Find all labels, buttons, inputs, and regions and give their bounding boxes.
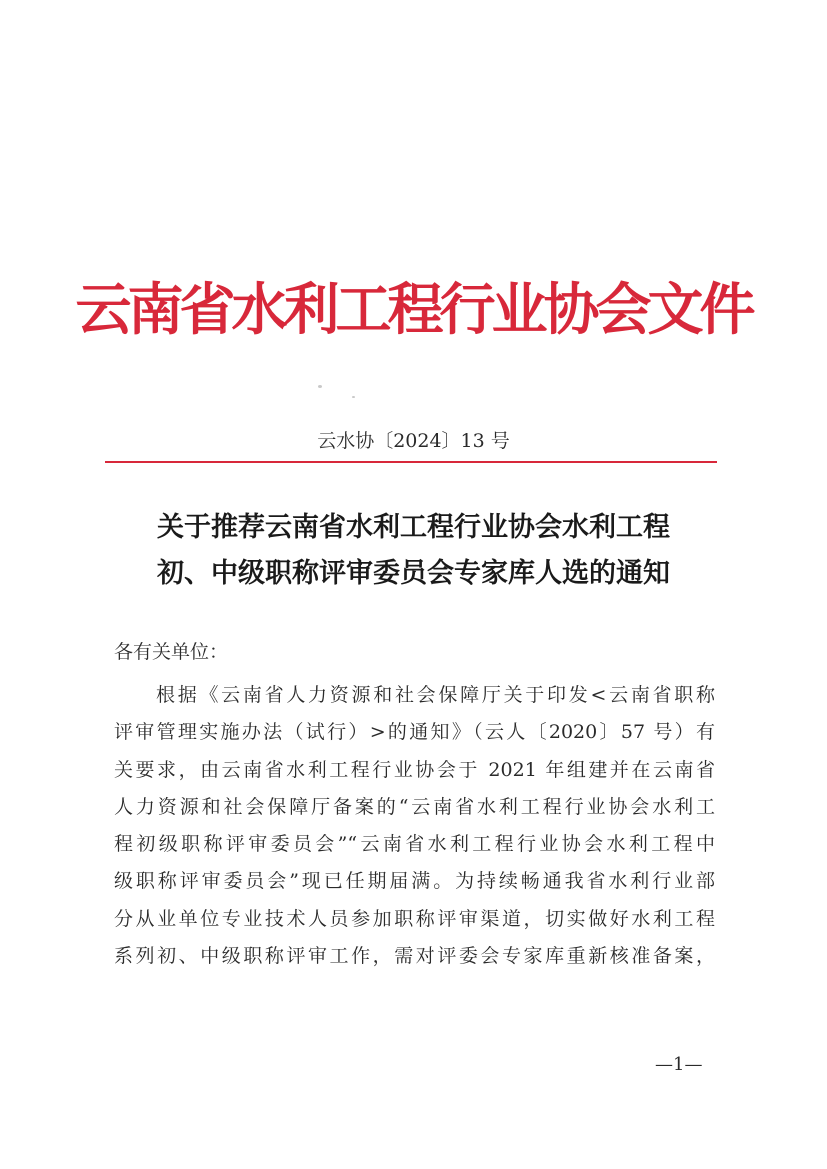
body-line: 评审管理实施办法（试行）>的通知》（云人〔2020〕57 号）有 [114, 721, 715, 744]
body-line: 程初级职称评审委员会”“云南省水利工程行业协会水利工程中 [114, 833, 715, 856]
body-paragraph [114, 677, 715, 975]
document-title [0, 505, 827, 597]
body-line: 关要求，由云南省水利工程行业协会于 2021 年组建并在云南省 [114, 758, 715, 781]
scan-speck [352, 396, 355, 398]
red-divider-line [105, 461, 717, 463]
body-line: 人力资源和社会保障厅备案的“云南省水利工程行业协会水利工 [114, 795, 715, 818]
title-line-2: 初、中级职称评审委员会专家库人选的通知 [157, 558, 670, 589]
scan-speck [318, 385, 322, 388]
body-line: 级职称评审委员会”现已任期届满。为持续畅通我省水利行业部 [114, 870, 715, 893]
document-number: 云水协〔2024〕13 号 [317, 430, 510, 452]
body-line: 系列初、中级职称评审工作，需对评委会专家库重新核准备案， [114, 945, 715, 968]
body-line: 根据《云南省人力资源和社会保障厅关于印发<云南省职称 [156, 684, 715, 706]
salutation: 各有关单位： [114, 641, 229, 663]
title-line-1: 关于推荐云南省水利工程行业协会水利工程 [157, 512, 670, 543]
page-number: —1— [655, 1054, 703, 1075]
document-header: 云南省水利工程行业协会文件 [75, 277, 752, 343]
body-line: 分从业单位专业技术人员参加职称评审渠道，切实做好水利工程 [114, 907, 715, 930]
